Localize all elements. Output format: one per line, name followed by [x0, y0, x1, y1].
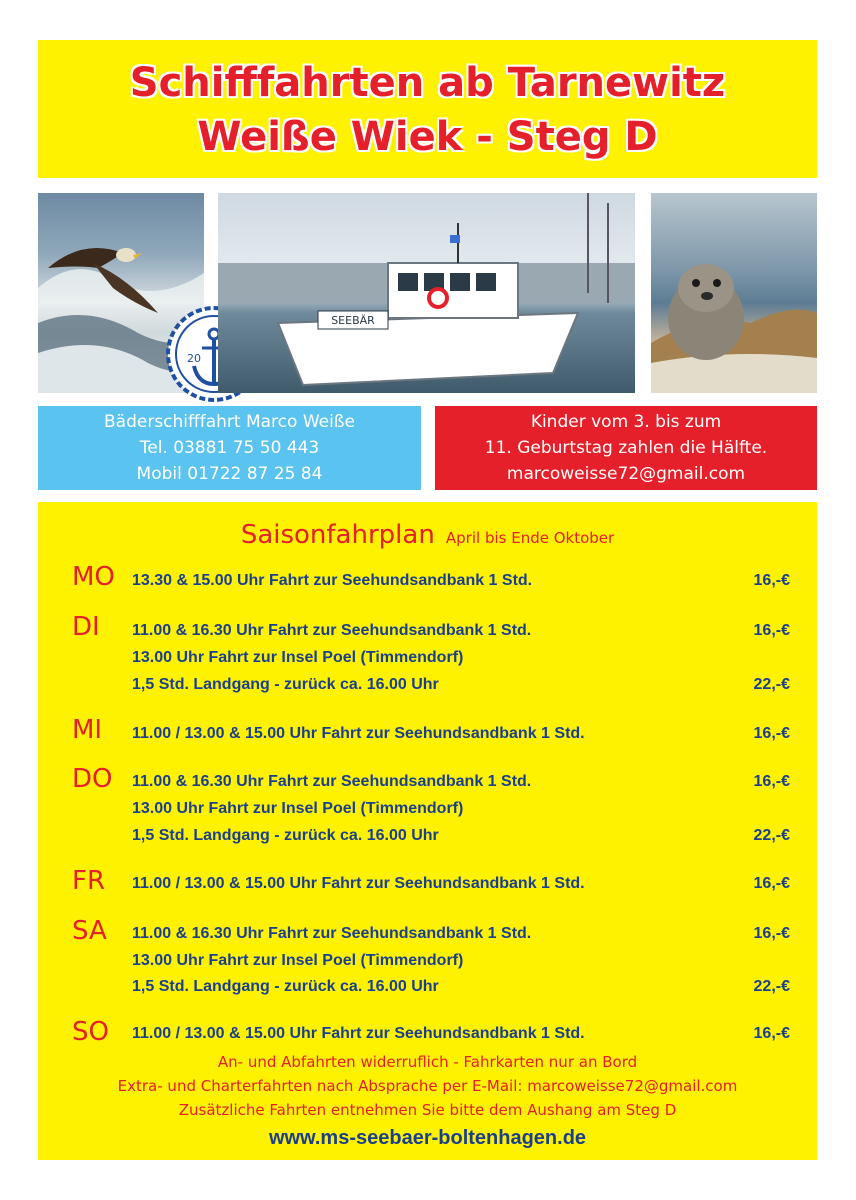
- trip-price: 16,-€: [753, 875, 790, 892]
- schedule-title: Saisonfahrplan: [240, 520, 435, 550]
- children-discount-box: [435, 406, 817, 490]
- trip-line: 13.00 Uhr Fahrt zur Insel Poel (Timmendorf): [132, 800, 464, 817]
- website-link[interactable]: www.ms-seebaer-boltenhagen.de: [268, 1127, 587, 1149]
- trip-line: 11.00 / 13.00 & 15.00 Uhr Fahrt zur Seehundsandbank 1 Std.: [132, 1025, 585, 1042]
- boat-illustration: [218, 193, 635, 393]
- phone-number[interactable]: Tel. 03881 75 50 443: [139, 438, 320, 458]
- trip-price: 22,-€: [753, 676, 790, 693]
- note-additional: Zusätzliche Fahrten entnehmen Sie bitte dem Aushang am Steg D: [178, 1101, 677, 1119]
- trip-line: 13.30 & 15.00 Uhr Fahrt zur Seehundsandbank 1 Std.: [132, 572, 533, 589]
- trip-line: 11.00 / 13.00 & 15.00 Uhr Fahrt zur Seehundsandbank 1 Std.: [132, 875, 585, 892]
- trip-line: 11.00 & 16.30 Uhr Fahrt zur Seehundsandbank 1 Std.: [132, 622, 532, 639]
- trip-line: 11.00 & 16.30 Uhr Fahrt zur Seehundsandbank 1 Std.: [132, 773, 532, 790]
- header-title-line1: Schifffahrten ab Tarnewitz: [129, 60, 726, 106]
- mobile-number[interactable]: Mobil 01722 87 25 84: [136, 464, 323, 484]
- kids-line1: Kinder vom 3. bis zum: [530, 412, 722, 432]
- trip-price: 16,-€: [753, 1025, 790, 1042]
- schedule-heading: [38, 520, 817, 550]
- company-name: Bäderschifffahrt Marco Weiße: [104, 412, 355, 432]
- trip-line: 11.00 & 16.30 Uhr Fahrt zur Seehundsandbank 1 Std.: [132, 925, 532, 942]
- trip-line: 1,5 Std. Landgang - zurück ca. 16.00 Uhr: [132, 827, 439, 844]
- trip-line: 1,5 Std. Landgang - zurück ca. 16.00 Uhr: [132, 676, 439, 693]
- seal-photo: [651, 193, 817, 393]
- day-do: DO: [72, 764, 113, 794]
- trip-line: 1,5 Std. Landgang - zurück ca. 16.00 Uhr: [132, 978, 439, 995]
- trip-price: 16,-€: [753, 773, 790, 790]
- boat-photo: [218, 193, 635, 393]
- header-title-line2: Weiße Wiek - Steg D: [197, 114, 658, 160]
- day-mi: MI: [72, 715, 103, 745]
- schedule-subtitle: April bis Ende Oktober: [445, 529, 615, 547]
- trip-price: 22,-€: [753, 827, 790, 844]
- note-charter: Extra- und Charterfahrten nach Absprache per E-Mail: marcoweisse72@gmail.com: [117, 1077, 738, 1095]
- trip-price: 16,-€: [753, 925, 790, 942]
- trip-price: 16,-€: [753, 725, 790, 742]
- day-fr: FR: [72, 866, 106, 896]
- contact-box: [38, 406, 421, 490]
- seal-illustration: [651, 193, 817, 393]
- trip-price: 22,-€: [753, 978, 790, 995]
- trip-line: 13.00 Uhr Fahrt zur Insel Poel (Timmendorf): [132, 649, 464, 666]
- schedule-panel: [38, 502, 817, 1160]
- trip-line: 13.00 Uhr Fahrt zur Insel Poel (Timmendorf): [132, 952, 464, 969]
- day-so: SO: [72, 1017, 109, 1047]
- badge-year-left: 20: [187, 352, 201, 365]
- header-banner: [38, 40, 817, 178]
- boat-name-label: SEEBÄR: [331, 314, 375, 327]
- day-mo: MO: [72, 562, 115, 592]
- note-departures: An- und Abfahrten widerruflich - Fahrkarten nur an Bord: [217, 1053, 638, 1071]
- trip-line: 11.00 / 13.00 & 15.00 Uhr Fahrt zur Seehundsandbank 1 Std.: [132, 725, 585, 742]
- email-link[interactable]: marcoweisse72@gmail.com: [506, 464, 746, 484]
- day-di: DI: [72, 612, 100, 642]
- day-sa: SA: [72, 916, 107, 946]
- kids-line2: 11. Geburtstag zahlen die Hälfte.: [484, 438, 768, 458]
- trip-price: 16,-€: [753, 622, 790, 639]
- trip-price: 16,-€: [753, 572, 790, 589]
